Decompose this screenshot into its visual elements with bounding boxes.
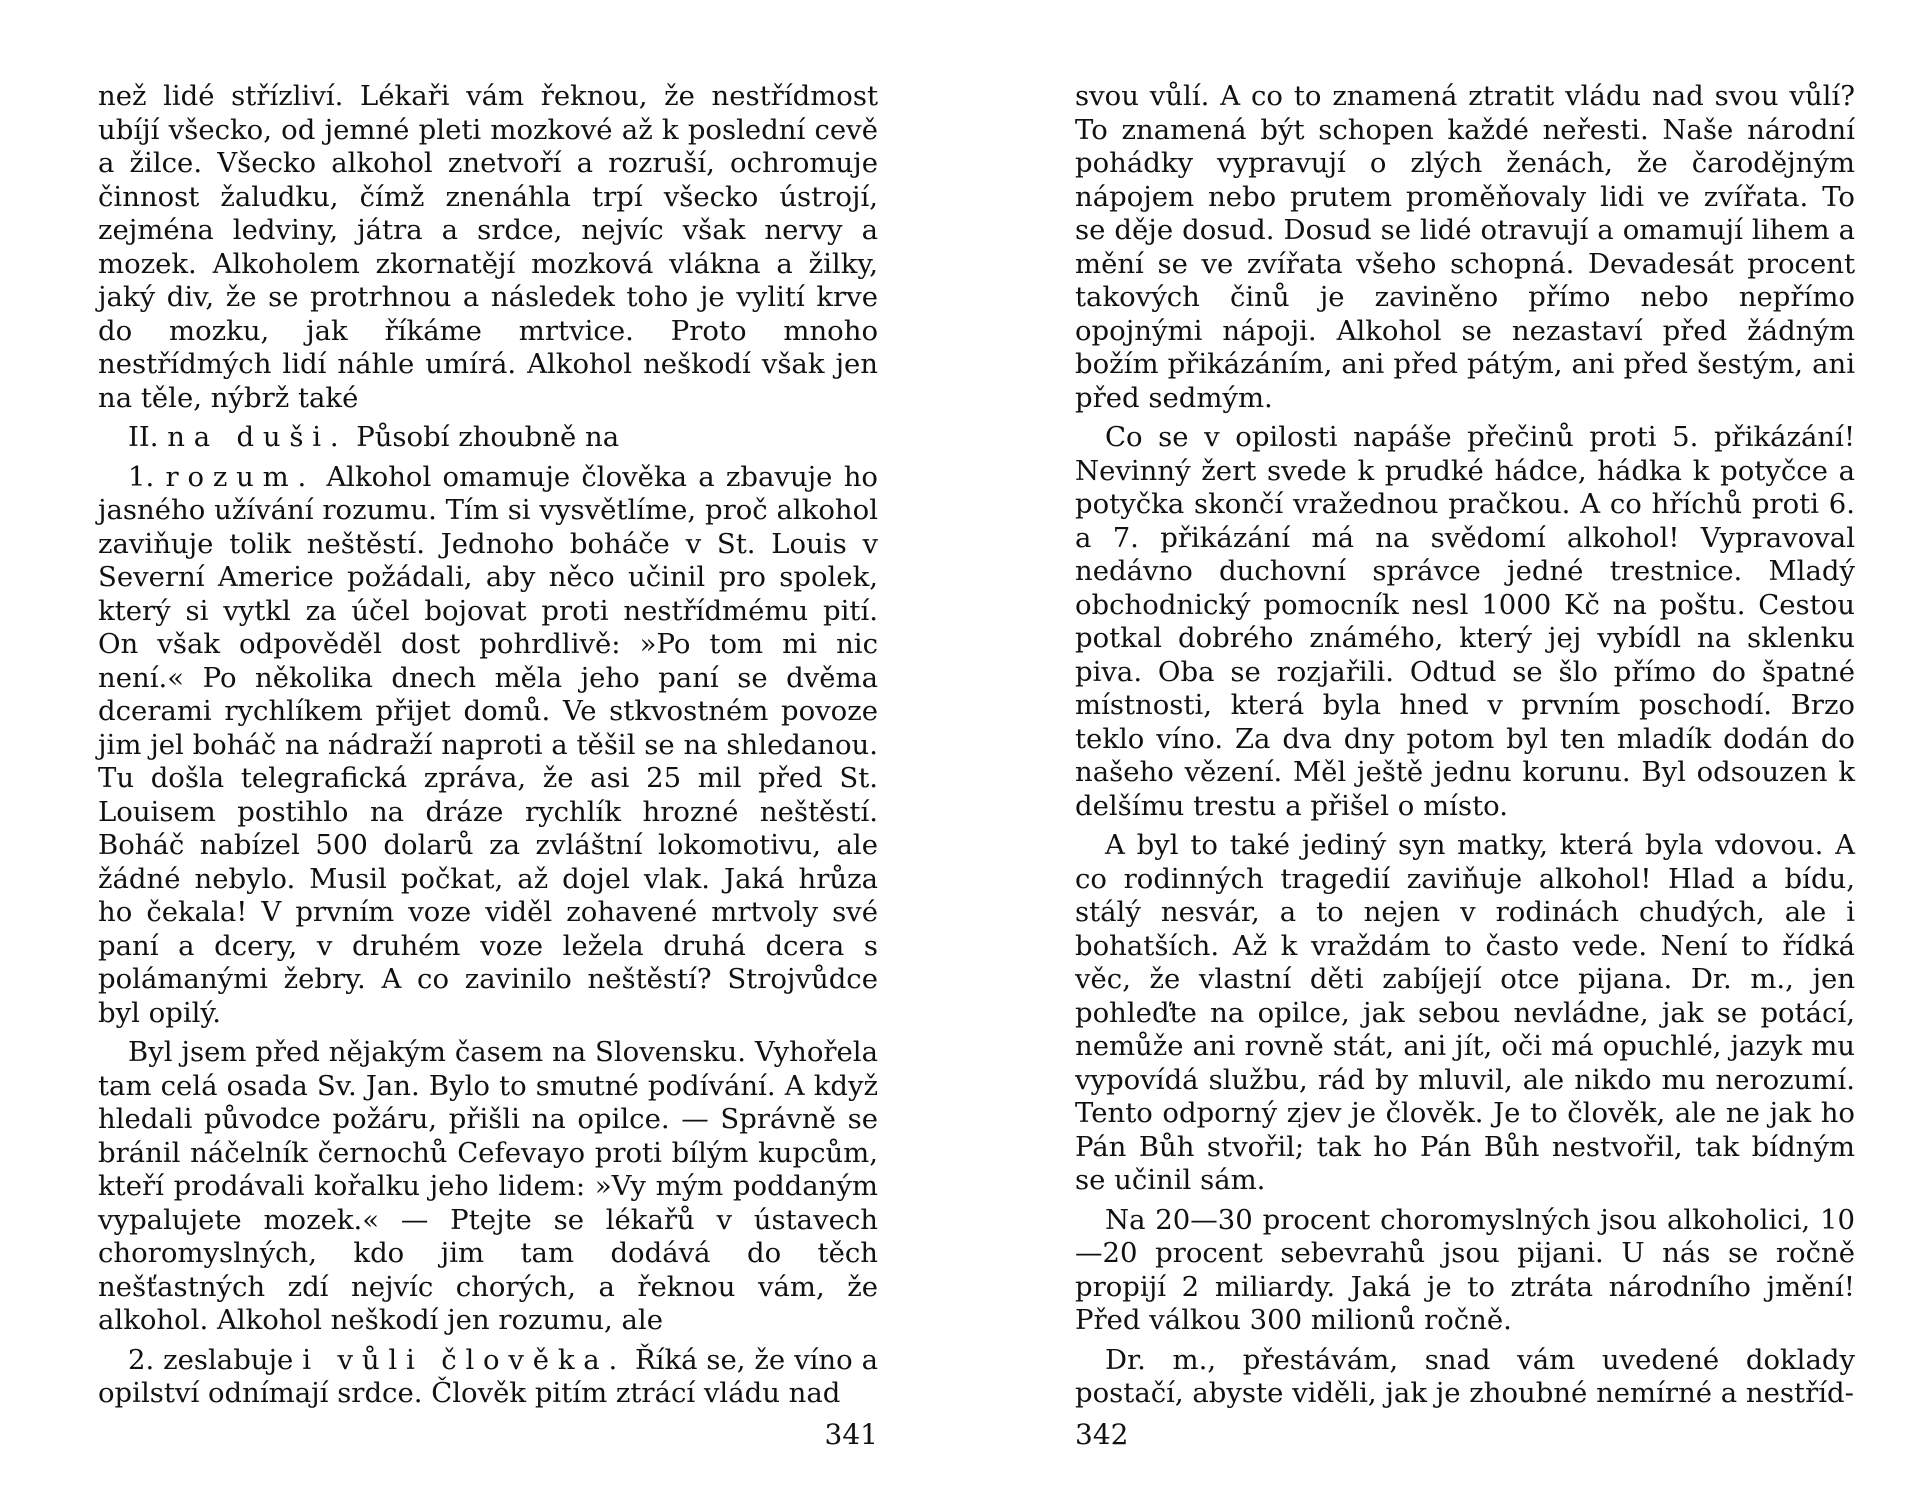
item-title-spaced: rozum. [165,460,316,493]
section-title-spaced: na duši. [167,421,348,453]
section-heading-text: Působí zhoubně na [356,421,620,453]
paragraph: Byl jsem před nějakým časem na Slovensku. Vyhořela tam celá osada Sv. Jan. Bylo to smutné podívání. A když hledali původce požáru, přišli na opilce. — Správně se bránil náčelník černochů Cefevayo proti bílým kupcům, kteří prodávali kořalku jeho lidem: »Vy mým poddaným vypalujete mozek.« — Ptejte se lékařů v ústavech choromyslných, kdo jim tam dodává do těch nešťastných zdí nejvíc chorých, a řeknou vám, že alkohol. Alkohol neškodí jen rozumu, ale [98,1036,878,1336]
paragraph: Co se v opilosti napáše přečinů proti 5. přikázání! Nevinný žert svede k prudké hádce, hádka k potyčce a potyčka skončí vražednou pračkou. A co hříchů proti 6. a 7. přikázání má na svědomí alkohol! Vypravoval nedávno duchovní správce jedné trestnice. Mladý obchodnický pomocník nesl 1000 Kč na poštu. Cestou potkal dobrého známého, který jej vybídl na sklenku piva. Oba se rozjařili. Odtud se šlo přímo do špatné místnosti, která byla hned v prvním poschodí. Brzo teklo víno. Za dva dny potom byl ten mladík dodán do našeho vězení. Měl ještě jednu korunu. Byl odsouzen k delšímu trestu a přišel o místo. [1075,421,1855,822]
left-page [98,80,878,1480]
paragraph: Dr. m., přestávám, snad vám uvedené doklady postačí, abyste viděli, jak je zhoubné nemírné a nestříd- [1075,1343,1855,1409]
paragraph [98,1344,878,1411]
page-number: 341 [824,1418,878,1451]
paragraph [98,461,878,1031]
item-lead: 2. zeslabuje [128,1343,294,1376]
item-number: 1. [128,460,155,493]
paragraph-text: Alkohol omamuje člověka a zbavuje ho jasného užívání rozumu. Tím si vysvětlíme, proč alkohol zaviňuje tolik neštěstí. Jednoho boháče v St. Louis v Severní Americe požádali, aby něco učinil pro spolek, který si vytkl za účel bojovat proti nestřídmému pití. On však odpověděl dost pohrdlivě: »Po tom mi nic není.« Po několika dnech měla jeho paní se dvěma dcerami rychlíkem přijet domů. Ve stkvostném povoze jim jel boháč na nádraží naproti a těšil se na shledanou. Tu došla telegrafická zpráva, že asi 25 mil před St. Louisem postihlo na dráze rychlík hrozné neštěstí. Boháč nabízel 500 dolarů za zvláštní lokomotivu, ale žádné nebylo. Musil počkat, až dojel vlak. Jaká hrůza ho čekala! V prvním voze viděl zohavené mrtvoly své paní a dcery, v druhém voze ležela druhá dcera s polámanými žebry. A co zavinilo neštěstí? Strojvůdce byl opilý. [98,460,878,1029]
paragraph-text: Říká se, že víno a opilství odnímají srdce. Člověk pitím ztrácí vládu nad [98,1343,878,1409]
section-heading [98,421,878,455]
paragraph: A byl to také jediný syn matky, která byla vdovou. A co rodinných tragedií zaviňuje alkohol! Hlad a bídu, stálý nesvár, a to nejen v rodinách chudých, ale i bohatších. Až k vraždám to často vede. Není to řídká věc, že vlastní děti zabíjejí otce pijana. Dr. m., jen pohleďte na opilce, jak sebou nevládne, jak se potácí, nemůže ani rovně stát, ani jít, oči má opuchlé, jazyk mu vypovídá službu, rád by mluvil, ale nikdo mu nerozumí. Tento odporný zjev je člověk. Je to člověk, ale ne jak ho Pán Bůh stvořil; tak ho Pán Bůh nestvořil, tak bídným se učinil sám. [1075,829,1855,1196]
item-title-spaced: i vůli člověka. [302,1343,627,1376]
section-numeral: II. [128,421,159,453]
page-number: 342 [1075,1418,1129,1451]
paragraph: Na 20—30 procent choromyslných jsou alkoholici, 10—20 procent sebevrahů jsou pijani. U nás se ročně propijí 2 miliardy. Jaká je to ztráta národního jmění! Před válkou 300 milionů ročně. [1075,1203,1855,1336]
right-page [1075,80,1855,1480]
paragraph: svou vůlí. A co to znamená ztratit vládu nad svou vůlí? To znamená být schopen každé neřesti. Naše národní pohádky vypravují o zlých ženách, že čarodějným nápojem nebo prutem proměňovaly lidi ve zvířata. To se děje dosud. Dosud se lidé otravují a omamují lihem a mění se ve zvířata všeho schopná. Devadesát procent takových činů je zaviněno přímo nebo nepřímo opojnými nápoji. Alkohol se nezastaví před žádným božím přikázáním, ani před pátým, ani před šestým, ani před sedmým. [1075,80,1855,414]
paragraph: než lidé střízliví. Lékaři vám řeknou, že nestřídmost ubíjí všecko, od jemné pleti mozkové až k poslední cevě a žilce. Všecko alkohol znetvoří a rozruší, ochromuje činnost žaludku, čímž znenáhla trpí všecko ústrojí, zejména ledviny, játra a srdce, nejvíc však nervy a mozek. Alkoholem zkornatějí mozková vlákna a žilky, jaký div, že se protrhnou a následek toho je vylití krve do mozku, jak říkáme mrtvice. Proto mnoho nestřídmých lidí náhle umírá. Alkohol neškodí však jen na těle, nýbrž také [98,80,878,414]
